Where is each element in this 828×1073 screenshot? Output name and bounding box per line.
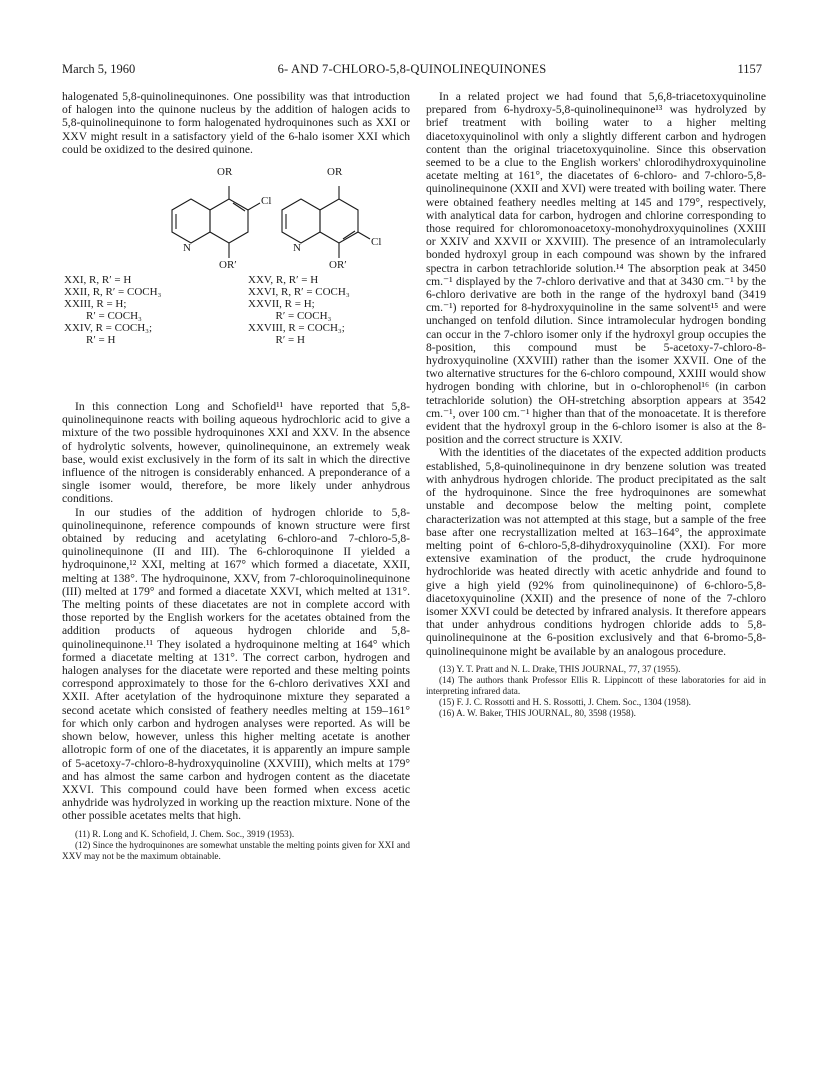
running-title: 6- AND 7-CHLORO-5,8-QUINOLINEQUINONES [277,62,547,76]
left-nitrogen-label: N [183,242,191,255]
paragraph: In our studies of the addition of hydrogen chloride to 5,8-quinolinequinone, reference compounds of known structure were first obtained by reducing and acetylating 6-chloro-and 7-chloro-5,8-quinolinequinone (II and III). The 6-chloroquinone II yielded a hydroquinone,¹² XXI, melting at 167° which formed a diacetate, XXII, melting at 138°. The hydroquinone, XXV, from 7-chloroquinolinequinone (III) melted at 179° and formed a diacetate XXVI, which melted at 131°. The melting points of these diacetates are not in complete accord with those reported by the English workers for the acetates obtained from the addition products of aqueous hydrogen chloride and 5,8-quinolinequinone.¹¹ They isolated a hydroquinone melting at 164° which formed a diacetate melting at 131°. The correct carbon, hydrogen and halogen analyses for the diacetate were reported and these melting points correspond approximately to those for the 6-chloro derivatives XXI and XXII. After acetylation of the hydroquinone mixture they separated a second acetate which consisted of feathery needles melting at 159–161° for which only carbon and hydrogen analyses were reported. As will be shown below, however, unless this higher melting acetate is another allotropic form of one of the diacetates, it is apparently an impure sample of 5-acetoxy-7-chloro-8-hydroxyquinoline (XXVIII), which melts at 179° and has almost the same carbon and hydrogen content as the diacetate XXVI. This compound could have been formed when excess acetic anhydride was hydrolyzed in working up the reaction mixture. None of the other possible acetates melts that high. [62,505,410,823]
right-substituent-bottom: OR′ [329,259,347,272]
footnote: (13) Y. T. Pratt and N. L. Drake, THIS JOURNAL, 77, 37 (1955). [439,663,681,674]
structure-figure [62,158,410,394]
left-column [62,90,410,862]
paragraph: With the identities of the diacetates of the expected addition products established, 5,8-quinolinequinone in dry benzene solution was treated with anhydrous hydrogen chloride. The product precipitated as the salt of the hydroquinone. Since the free hydroquinones are somewhat unstable and decompose below the melting point, complete characterization was not attempted at this stage, but a sample of the free base after one recrystallization melted at 163–164°, the approximate melting point of 6-chloro-5,8-dihydroxyquinoline (XXI). For more extensive examination of the product, the crude hydroquinone hydrochloride was heated directly with acetic anhydride and found to give a high yield (92% from quinolinequinone) of 6-chloro-5,8-diacetoxyquinoline (XXII) and the presence of none of the 7-chloro isomer XXVI could be detected by infrared analysis. It therefore appears that under anhydrous conditions hydrogen chloride adds to 5,8-quinolinequinone at the 6-position exclusively and that 6-bromo-5,8-quinolinequinone might be available by an analogous procedure. [426,446,766,658]
paragraph: In this connection Long and Schofield¹¹ have reported that 5,8-quinolinequinone reacts with boiling aqueous hydrochloric acid to give a mixture of the two possible hydroquinones XXI and XXV. In the absence of hydrolytic solvents, however, quinolinequinone, an extremely weak base, would exist exclusively in the form of its salt in which the directive influence of the nitrogen is considerably enhanced. A preponderance of a single isomer would, therefore, be more likely under anhydrous conditions. [62,400,410,506]
right-compound-labels: XXV, R, R′ = H XXVI, R, R′ = COCH₃ XXVII, R = H; R′ = COCH₃ XXVIII, R = COCH₃; R′ = H [248,274,350,347]
left-substituent-top: OR [217,166,233,179]
right-column [426,90,766,719]
left-compound-labels: XXI, R, R′ = H XXII, R, R′ = COCH₃ XXIII, R = H; R′ = COCH₃ XXIV, R = COCH₃; R′ = H [64,274,162,347]
header-date: March 5, 1960 [62,62,136,76]
left-chloro-label: Cl [261,195,272,208]
left-substituent-bottom: OR′ [219,259,237,272]
footnote: (15) F. J. C. Rossotti and H. S. Rossotti, J. Chem. Soc., 1304 (1958). [439,696,691,707]
left-benzo-ring [210,199,248,243]
paragraph: halogenated 5,8-quinolinequinones. One possibility was that introduction of halogen into the quinone nucleus by the addition of halogen acids to 5,8-quinolinequinone to form halogenated hydroquinones such as XXI or XXV might result in a satisfactory yield of the 6-halo isomer XXI which could be oxidized to the desired quinone. [62,90,410,156]
footnote: (14) The authors thank Professor Ellis R. Lippincott of these laboratories for aid in interpreting infrared data. [426,674,766,696]
footnote: (16) A. W. Baker, THIS JOURNAL, 80, 3598 (1958). [439,707,636,718]
left-pyridine-ring [172,199,210,243]
right-nitrogen-label: N [293,242,301,255]
right-substituent-top: OR [327,166,343,179]
footnote: (12) Since the hydroquinones are somewhat unstable the melting points given for XXI and XXV may not be the maximum obtainable. [62,839,410,861]
paragraph: In a related project we had found that 5,6,8-triacetoxyquinoline prepared from 6-hydroxy-5,8-quinolinequinone¹³ was hydrolyzed by brief treatment with boiling water to a higher melting diacetoxyquinolinol with only a slightly different carbon and hydrogen content than the original triacetoxyquinoline. Since this observation seemed to be a clue to the English workers' chlorodihydroxyquinoline acetate melting at 161°, the diacetates of 6-chloro- and 7-chloro-5,8-quinolinequinone (XXII and XVI) were treated with boiling water. There were obtained feathery needles melting at 145 and 179°, respectively, with analytical data for carbon, hydrogen and chlorine corresponding to those required for chloromonoacetoxy-monohydroxyquinolines (XXIII or XXIV and XXVII or XXVIII). The presence of an intramolecularly bonded hydroxyl group in each compound was shown by the infrared spectra in carbon tetrachloride solution.¹⁴ The absorption peak at 3450 cm.⁻¹ displayed by the 7-chloro derivative and that at 3430 cm.⁻¹ by the 6-chloro derivative are both in the range of the hydroxyl band (3419 cm.⁻¹) reported for 8-hydroxyquinoline in the same solvent¹⁵ and were unchanged on tenfold dilution. Since intramolecular hydrogen bonding can occur in the 7-chloro isomer only if the hydroxyl group occupies the 8-position, this compound must be 5-acetoxy-7-chloro-8-hydroxyquinoline (XXVIII) rather than the isomer XXVII. One of the two alternative structures for the 6-chloro compound, XXIII would show hydrogen bonding with chlorine, but in o-chlorophenol¹⁶ (in carbon tetrachloride solution) the OH-stretching absorption appears at 3542 cm.⁻¹, over 100 cm.⁻¹ higher than that of the monoacetate. It is therefore evident that the hydroxyl group in the 6-chloro isomer is also at the 8-position and the correct structure is XXIV. [426,90,766,447]
right-pyridine-ring [282,199,320,243]
footnote: (11) R. Long and K. Schofield, J. Chem. Soc., 3919 (1953). [75,828,295,839]
page-header [62,62,762,78]
right-benzo-ring [320,199,358,243]
page-number: 1157 [737,62,762,76]
right-chloro-label: Cl [371,236,382,249]
